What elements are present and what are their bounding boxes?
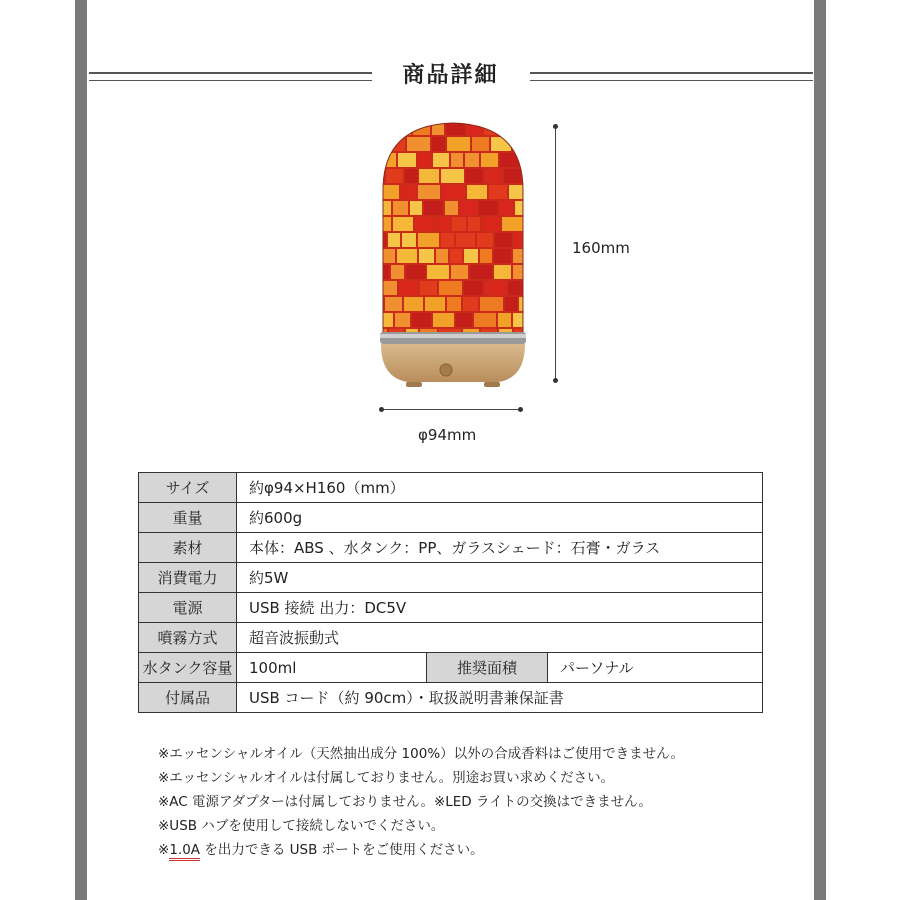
mosaic-tile bbox=[379, 249, 395, 263]
mosaic-tile bbox=[439, 281, 462, 295]
mosaic-tile bbox=[441, 233, 454, 247]
spec-label: 素材 bbox=[139, 533, 237, 563]
mosaic-tile bbox=[447, 297, 461, 311]
mosaic-tile bbox=[378, 297, 383, 311]
spec-value: 本体：ABS 、水タンク：PP、ガラスシェード：石膏・ガラス bbox=[237, 533, 763, 563]
table-row bbox=[139, 623, 763, 653]
mosaic-tile bbox=[513, 249, 528, 263]
mosaic-tile bbox=[456, 313, 472, 327]
mosaic-tile bbox=[399, 281, 418, 295]
mosaic-tile bbox=[420, 281, 437, 295]
mosaic-tile bbox=[481, 153, 498, 167]
mosaic-tile bbox=[386, 169, 403, 183]
mosaic-tile bbox=[402, 233, 416, 247]
mosaic-tile bbox=[494, 265, 511, 279]
mosaic-tile bbox=[451, 265, 468, 279]
mosaic-tile bbox=[379, 313, 393, 327]
height-label: 160mm bbox=[572, 239, 630, 257]
mosaic-tile bbox=[395, 313, 410, 327]
title-rule-right bbox=[530, 72, 813, 81]
diameter-dimension-right-dot bbox=[518, 407, 523, 412]
mosaic-tile bbox=[479, 201, 498, 215]
mosaic-tile bbox=[433, 313, 454, 327]
mosaic-tile bbox=[485, 281, 506, 295]
mosaic-tile bbox=[406, 265, 425, 279]
note-item: ※エッセンシャルオイルは付属しておりません。別途お買い求めください。 bbox=[158, 770, 615, 786]
mosaic-tile bbox=[436, 217, 450, 231]
table-row bbox=[139, 533, 763, 563]
diameter-label: φ94mm bbox=[418, 426, 477, 444]
mosaic-tile bbox=[415, 217, 434, 231]
mosaic-tile bbox=[477, 233, 493, 247]
mosaic-tile bbox=[460, 201, 477, 215]
mosaic-tile bbox=[418, 153, 431, 167]
mosaic-tile bbox=[494, 249, 511, 263]
height-dimension-top-dot bbox=[553, 124, 558, 129]
mosaic-tile bbox=[484, 121, 503, 135]
mosaic-tile bbox=[515, 201, 528, 215]
diameter-dimension-left-dot bbox=[379, 407, 384, 412]
note-prefix: ※ bbox=[158, 842, 170, 858]
mosaic-tile bbox=[524, 121, 528, 135]
mosaic-tile bbox=[480, 297, 503, 311]
mosaic-tile bbox=[379, 121, 396, 135]
mosaic-tile bbox=[419, 249, 434, 263]
mosaic-tile bbox=[418, 185, 440, 199]
mosaic-tile bbox=[482, 217, 500, 231]
mosaic-tile bbox=[505, 121, 522, 135]
mosaic-tile bbox=[407, 137, 430, 151]
mosaic-tile bbox=[424, 201, 443, 215]
mosaic-tile bbox=[427, 265, 449, 279]
mosaic-tile bbox=[470, 265, 492, 279]
mosaic-tile bbox=[523, 169, 528, 183]
table-row bbox=[139, 473, 763, 503]
mosaic-tile bbox=[432, 121, 444, 135]
table-row bbox=[139, 503, 763, 533]
spec-value: 100ml bbox=[237, 653, 427, 683]
mosaic-tile bbox=[513, 313, 528, 327]
section-header bbox=[87, 58, 814, 94]
mosaic-tile bbox=[401, 185, 416, 199]
mosaic-tile bbox=[398, 153, 416, 167]
note-item: ※エッセンシャルオイル（天然抽出成分 100%）以外の合成香料はご使用できません。 bbox=[158, 746, 684, 762]
table-row bbox=[139, 653, 763, 683]
mosaic-tile bbox=[378, 201, 391, 215]
mosaic-tile bbox=[379, 217, 391, 231]
table-row bbox=[139, 563, 763, 593]
diameter-dimension-line bbox=[381, 409, 521, 410]
height-dimension-line bbox=[555, 126, 556, 380]
spec-label: 水タンク容量 bbox=[139, 653, 237, 683]
mosaic-tile bbox=[505, 297, 517, 311]
mosaic-tile bbox=[467, 121, 482, 135]
product-image bbox=[378, 120, 528, 395]
note-rest: を出力できる USB ポートをご使用ください。 bbox=[200, 842, 484, 858]
mosaic-tile bbox=[450, 249, 462, 263]
mosaic-tile bbox=[425, 297, 445, 311]
mosaic-tile bbox=[418, 233, 439, 247]
mosaic-tile bbox=[456, 233, 475, 247]
spec-label: 付属品 bbox=[139, 683, 237, 713]
mosaic-tile bbox=[474, 313, 496, 327]
mosaic-tile bbox=[467, 185, 487, 199]
mosaic-tile bbox=[398, 121, 411, 135]
mosaic-tile bbox=[468, 217, 480, 231]
spec-value: パーソナル bbox=[548, 653, 763, 683]
mosaic-tile bbox=[397, 249, 417, 263]
mosaic-tile bbox=[419, 169, 439, 183]
mosaic-tile bbox=[485, 169, 502, 183]
mosaic-tile bbox=[463, 297, 478, 311]
notes-list bbox=[158, 742, 684, 862]
mosaic-tile bbox=[521, 153, 528, 167]
spec-label: 重量 bbox=[139, 503, 237, 533]
mosaic-tile bbox=[405, 169, 417, 183]
mosaic-tile bbox=[513, 265, 528, 279]
mosaic-tile bbox=[472, 137, 489, 151]
height-dimension-bottom-dot bbox=[553, 378, 558, 383]
mosaic-tile bbox=[379, 281, 397, 295]
mosaic-tile bbox=[526, 217, 528, 231]
mosaic-tile bbox=[451, 153, 463, 167]
mosaic-tile bbox=[391, 265, 404, 279]
mosaic-tile bbox=[464, 281, 483, 295]
mosaic-tile bbox=[500, 201, 513, 215]
mosaic-tile bbox=[526, 185, 528, 199]
spec-value: 約φ94×H160（mm） bbox=[237, 473, 763, 503]
note-item: ※AC 電源アダプターは付属しておりません。※LED ライトの交換はできません。 bbox=[158, 794, 652, 810]
spec-value: USB コード（約 90cm）・取扱説明書兼保証書 bbox=[237, 683, 763, 713]
mosaic-tile bbox=[480, 249, 492, 263]
mosaic-tile bbox=[436, 249, 448, 263]
spec-value: USB 接続 出力：DC5V bbox=[237, 593, 763, 623]
spec-value: 約5W bbox=[237, 563, 763, 593]
spec-label: サイズ bbox=[139, 473, 237, 503]
spec-label: 電源 bbox=[139, 593, 237, 623]
mosaic-tile bbox=[412, 313, 431, 327]
mosaic-tile bbox=[385, 297, 402, 311]
note-item bbox=[158, 838, 684, 862]
right-frame-bar bbox=[814, 0, 826, 900]
spec-table bbox=[138, 472, 763, 713]
spec-label: 消費電力 bbox=[139, 563, 237, 593]
mosaic-tile bbox=[404, 297, 423, 311]
mosaic-tile bbox=[442, 185, 465, 199]
mosaic-tile bbox=[433, 153, 449, 167]
page-title: 商品詳細 bbox=[402, 63, 499, 88]
mosaic-tile bbox=[509, 185, 524, 199]
mosaic-tile bbox=[465, 153, 479, 167]
mosaic-tile bbox=[393, 201, 408, 215]
mosaic-tile bbox=[447, 137, 470, 151]
mosaic-tile bbox=[498, 313, 511, 327]
left-frame-bar bbox=[75, 0, 87, 900]
mosaic-tile bbox=[388, 233, 400, 247]
mosaic-tile bbox=[441, 169, 464, 183]
mosaic-tile bbox=[379, 185, 399, 199]
highlighted-amperage: 1.0A bbox=[169, 842, 200, 861]
mosaic-tile bbox=[495, 233, 512, 247]
mosaic-tile bbox=[432, 137, 445, 151]
spec-label: 噴霧方式 bbox=[139, 623, 237, 653]
mosaic-tile bbox=[378, 137, 389, 151]
mosaic-tile bbox=[514, 233, 526, 247]
mosaic-tile bbox=[513, 137, 527, 151]
spec-value: 超音波振動式 bbox=[237, 623, 763, 653]
mosaic-tile bbox=[504, 169, 521, 183]
spec-value: 約600g bbox=[237, 503, 763, 533]
mosaic-tile bbox=[445, 201, 458, 215]
mosaic-tile bbox=[452, 217, 466, 231]
mosaic-tile bbox=[502, 217, 524, 231]
mosaic-tile bbox=[489, 185, 507, 199]
table-row bbox=[139, 593, 763, 623]
mosaic-tile bbox=[466, 169, 483, 183]
note-item: ※USB ハブを使用して接続しないでください。 bbox=[158, 818, 445, 834]
mosaic-tile bbox=[378, 233, 386, 247]
mosaic-tile bbox=[464, 249, 478, 263]
mosaic-tile bbox=[393, 217, 413, 231]
mosaic-tile bbox=[410, 201, 422, 215]
table-row bbox=[139, 683, 763, 713]
spec-label: 推奨面積 bbox=[427, 653, 548, 683]
